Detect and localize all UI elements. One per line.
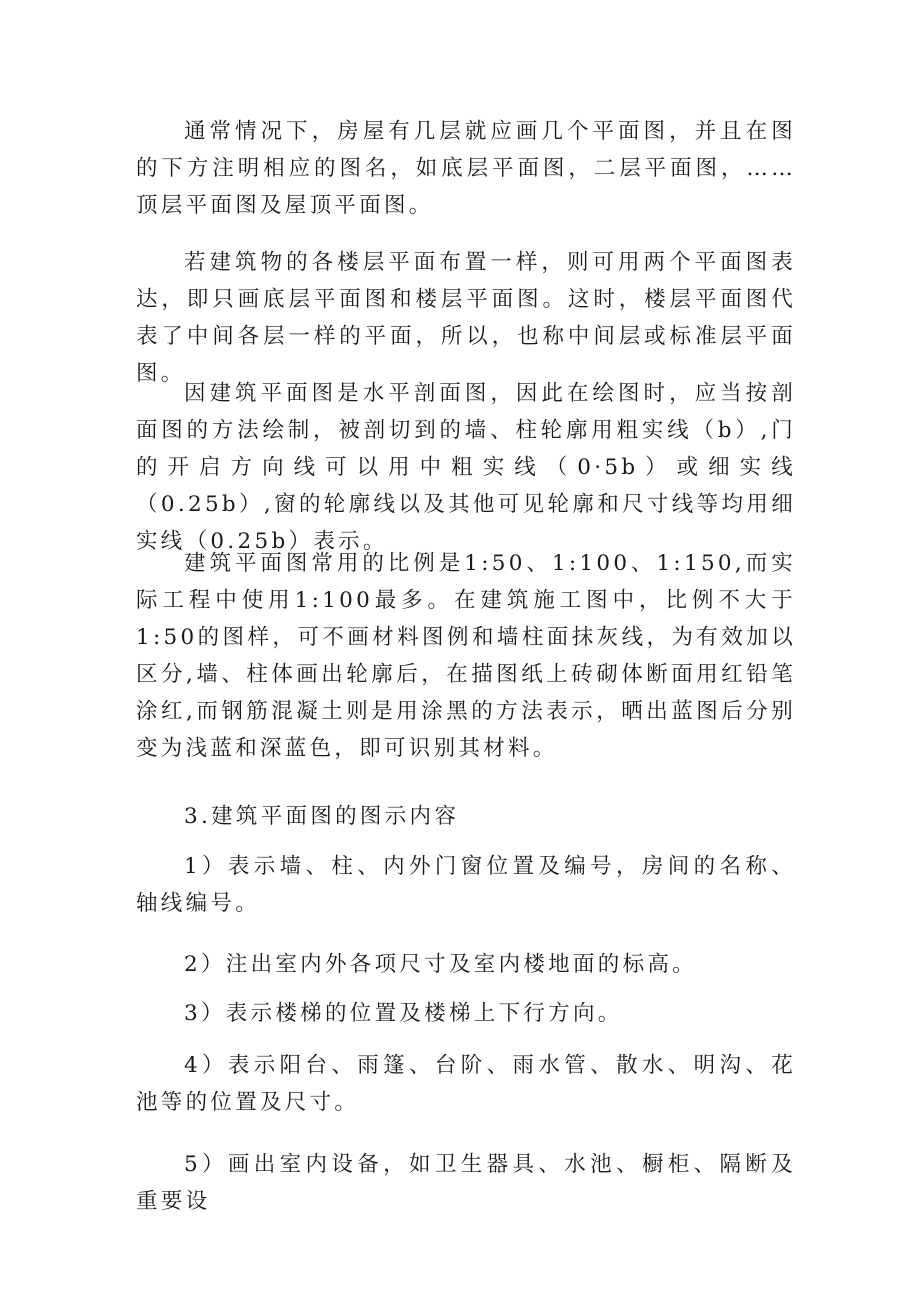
list-item-stairs: 3）表示楼梯的位置及楼梯上下行方向。 [184, 1001, 623, 1026]
paragraph-floor-plans-count: 通常情况下，房屋有几层就应画几个平面图，并且在图的下方注明相应的图名，如底层平面图，二层平面图，……顶层平面图及屋顶平面图。 [136, 119, 796, 218]
list-item-walls-columns: 1）表示墙、柱、内外门窗位置及编号，房间的名称、轴线编号。 [136, 854, 796, 916]
list-item-balconies: 4）表示阳台、雨篷、台阶、雨水管、散水、明沟、花池等的位置及尺寸。 [136, 1053, 796, 1115]
paragraph-scale-materials: 建筑平面图常用的比例是1:50、1:100、1:150,而实际工程中使用1:100最多。在建筑施工图中，比例不大于1:50的图样，可不画材料图例和墙柱面抹灰线，为有效加以区分,墙、柱体画出轮廓后，在描图纸上砖砌体断面用红铅笔涂红,而钢筋混凝土则是用涂黑的方法表示，晒出蓝图后分别变为浅蓝和深蓝色，即可识别其材料。 [136, 551, 796, 761]
section-heading: 3.建筑平面图的图示内容 [184, 804, 460, 829]
paragraph-line-weights: 因建筑平面图是水平剖面图，因此在绘图时，应当按剖面图的方法绘制，被剖切到的墙、柱轮廓用粗实线（b）,门的开启方向线可以用中粗实线（0·5b）或细实线（0.25b）,窗的轮廓线以及其他可见轮廓和尺寸线等均用细实线（0.25b）表示。 [136, 381, 796, 554]
paragraph-standard-floor: 若建筑物的各楼层平面布置一样，则可用两个平面图表达，即只画底层平面图和楼层平面图。这时，楼层平面图代表了中间各层一样的平面，所以，也称中间层或标准层平面图。 [136, 250, 796, 386]
list-item-dimensions: 2）注出室内外各项尺寸及室内楼地面的标高。 [184, 952, 697, 977]
list-item-equipment: 5）画出室内设备，如卫生器具、水池、橱柜、隔断及重要设 [136, 1152, 796, 1214]
